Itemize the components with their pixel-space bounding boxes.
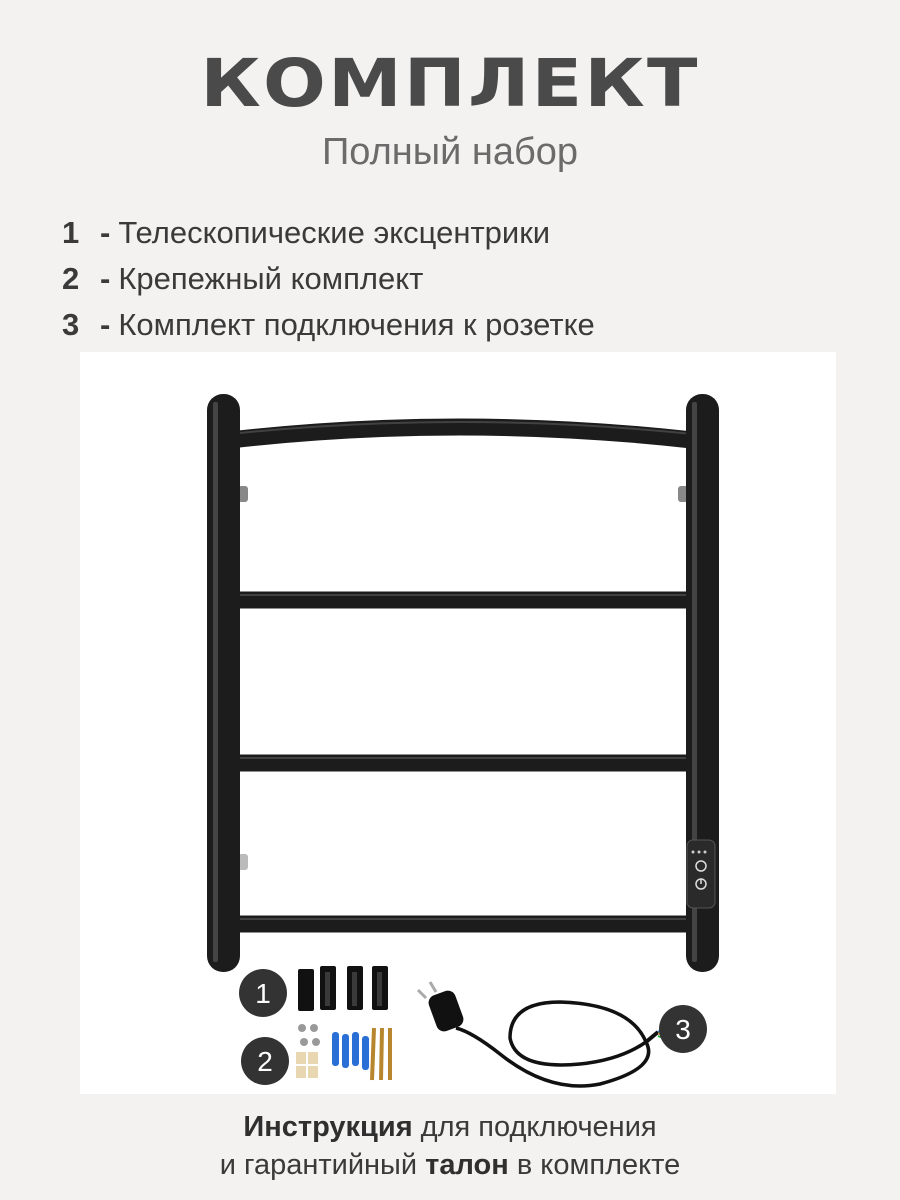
feature-item-1 bbox=[62, 210, 595, 256]
feature-list bbox=[62, 210, 595, 348]
feature-number: 3 bbox=[62, 307, 80, 342]
page-subtitle: Полный набор bbox=[321, 131, 579, 173]
towel-rail-illustration bbox=[80, 352, 836, 1094]
badge-2-label: 2 bbox=[257, 1046, 273, 1077]
footer-line-1 bbox=[0, 1108, 900, 1146]
footer-line-1-rest: для подключения bbox=[412, 1111, 657, 1143]
page-title: КОМПЛЕКТ bbox=[200, 45, 700, 122]
feature-text: Телескопические эксцентрики bbox=[118, 215, 551, 250]
footer-note bbox=[0, 1108, 900, 1184]
feature-number: 1 bbox=[62, 215, 80, 250]
product-photo bbox=[80, 352, 836, 1094]
power-cable-icon bbox=[418, 982, 668, 1086]
feature-text: Комплект подключения к розетке bbox=[118, 307, 595, 342]
feature-number: 2 bbox=[62, 261, 80, 296]
badge-1-label: 1 bbox=[255, 978, 271, 1009]
feature-separator: - bbox=[100, 307, 111, 342]
control-panel bbox=[687, 840, 715, 908]
badge-2 bbox=[241, 1037, 289, 1085]
badge-3-label: 3 bbox=[675, 1014, 691, 1045]
footer-instruction: Инструкция bbox=[243, 1111, 413, 1143]
feature-item-3 bbox=[62, 302, 595, 348]
feature-separator: - bbox=[100, 215, 111, 250]
mounting-kit-icon bbox=[296, 1024, 390, 1080]
footer-line-2-start: и гарантийный bbox=[219, 1149, 426, 1181]
badge-1 bbox=[239, 969, 287, 1017]
feature-text: Крепежный комплект bbox=[118, 261, 424, 296]
footer-line-2 bbox=[0, 1146, 900, 1184]
left-post bbox=[207, 394, 240, 972]
towel-rail-bars bbox=[230, 422, 692, 924]
footer-line-2-end: в комплекте bbox=[508, 1149, 681, 1181]
plug-icon bbox=[418, 982, 466, 1034]
feature-item-2 bbox=[62, 256, 595, 302]
feature-separator: - bbox=[100, 261, 111, 296]
badge-3 bbox=[659, 1005, 707, 1053]
eccentrics-icon bbox=[298, 966, 388, 1011]
footer-coupon: талон bbox=[425, 1149, 509, 1181]
